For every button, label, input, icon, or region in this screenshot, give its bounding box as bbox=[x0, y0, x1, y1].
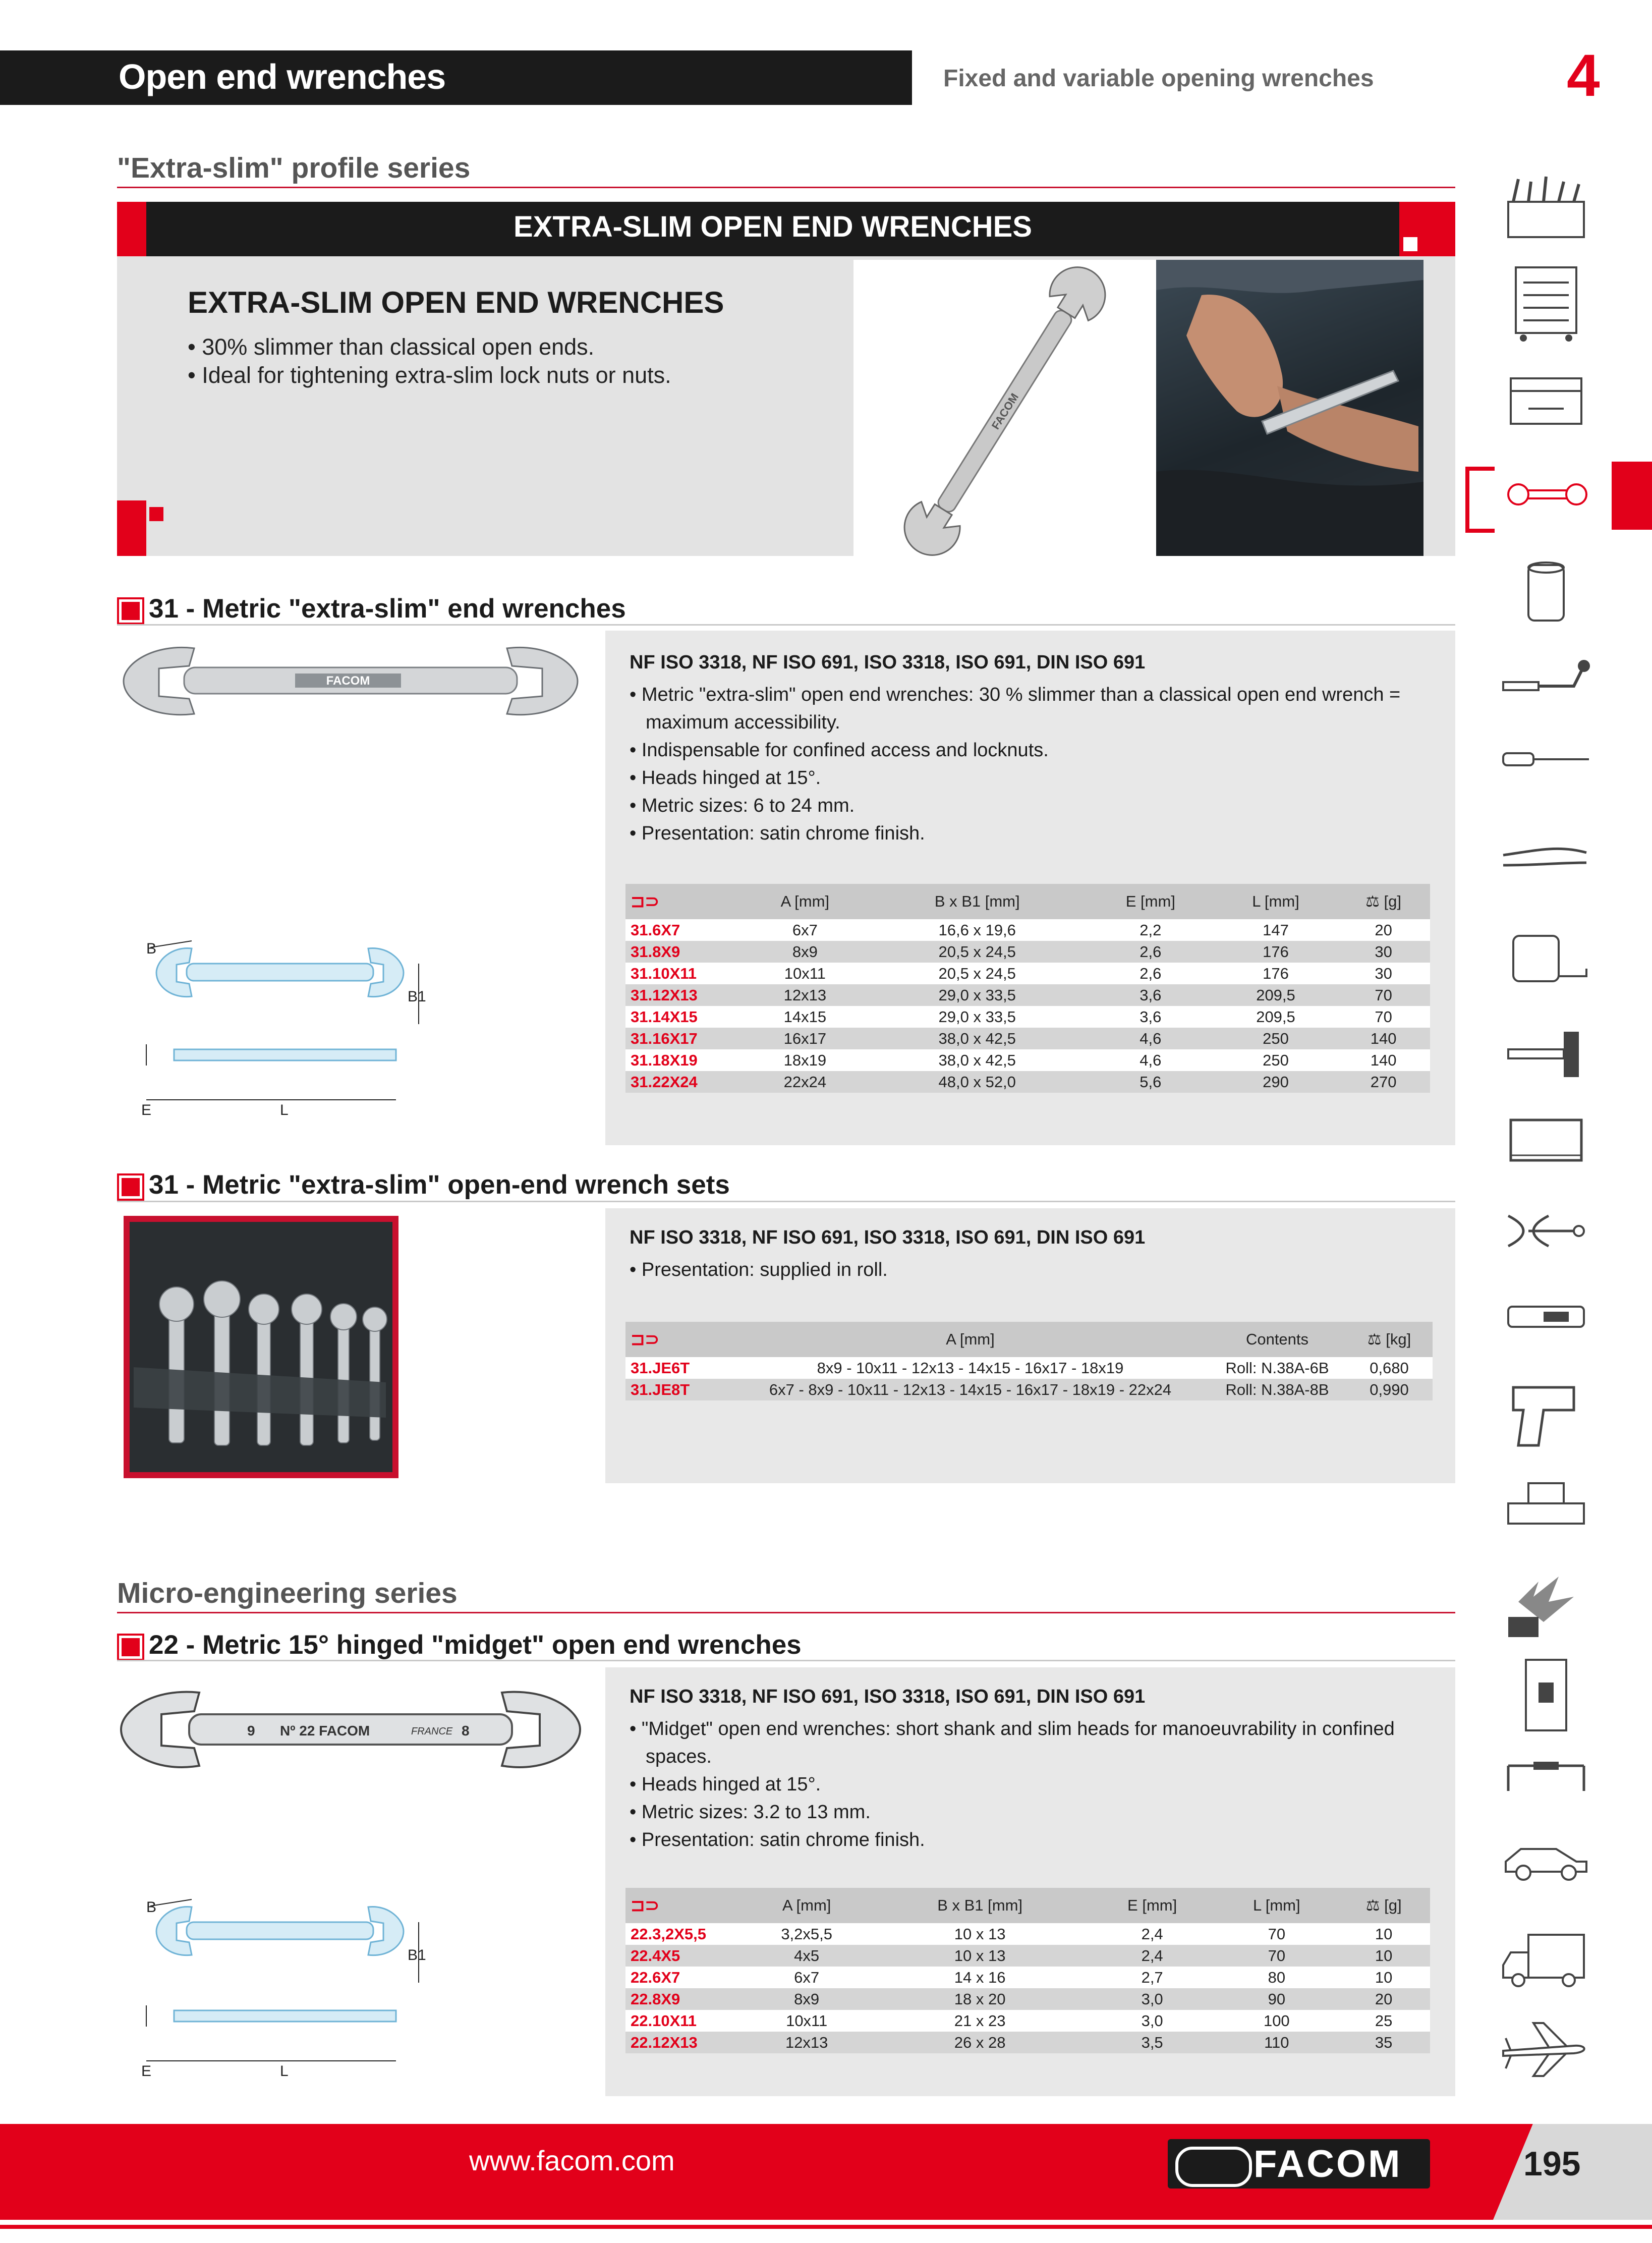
tester-icon[interactable] bbox=[1498, 1292, 1594, 1362]
section-rule bbox=[117, 1201, 1455, 1202]
table-cell: 3,0 bbox=[1089, 2010, 1216, 2032]
standards-text: NF ISO 3318, NF ISO 691, ISO 3318, ISO 691, DIN ISO 691 bbox=[630, 652, 1146, 673]
footer-bottom-line bbox=[0, 2225, 1652, 2229]
svg-text:9: 9 bbox=[247, 1723, 255, 1739]
col-a: A [mm] bbox=[742, 884, 868, 919]
col-a: A [mm] bbox=[732, 1322, 1209, 1357]
table-cell: 2,7 bbox=[1089, 1967, 1216, 1988]
product-reference: 31.12X13 bbox=[625, 984, 742, 1006]
impact-wrench-icon[interactable] bbox=[1498, 1377, 1594, 1448]
product-reference: 31.16X17 bbox=[625, 1028, 742, 1049]
hero-corner-bl bbox=[117, 500, 146, 556]
series-heading-micro: Micro-engineering series bbox=[117, 1577, 458, 1609]
table-cell: 20 bbox=[1337, 919, 1430, 941]
feature-bullet: • Presentation: supplied in roll. bbox=[630, 1259, 888, 1280]
table-cell: 270 bbox=[1337, 1071, 1430, 1093]
hero-square bbox=[149, 507, 163, 521]
table-cell: 16,6 x 19,6 bbox=[868, 919, 1087, 941]
table-cell: 14 x 16 bbox=[871, 1967, 1089, 1988]
table-cell: 70 bbox=[1216, 1945, 1337, 1967]
pliers-icon[interactable] bbox=[1498, 835, 1594, 906]
hero-wrench-image bbox=[853, 260, 1156, 556]
table-cell: 4,6 bbox=[1087, 1049, 1215, 1071]
dimension-drawing bbox=[126, 1887, 449, 2089]
standards-text: NF ISO 3318, NF ISO 691, ISO 3318, ISO 691, DIN ISO 691 bbox=[630, 1686, 1146, 1707]
table-cell: 20 bbox=[1337, 1988, 1430, 2010]
table-row bbox=[625, 919, 1430, 941]
page-title: Open end wrenches bbox=[119, 57, 446, 96]
svg-text:FACOM: FACOM bbox=[989, 390, 1021, 432]
toolbox-icon[interactable] bbox=[1498, 174, 1594, 245]
table-cell: 209,5 bbox=[1215, 984, 1337, 1006]
car-icon[interactable] bbox=[1498, 1836, 1594, 1907]
table-cell: 8x9 bbox=[742, 941, 868, 963]
feature-bullet: • Heads hinged at 15°. bbox=[630, 767, 821, 789]
section-title-31-sets: 31 - Metric "extra-slim" open-end wrench sets bbox=[149, 1170, 730, 1200]
col-e: E [mm] bbox=[1089, 1888, 1216, 1923]
hero-heading: EXTRA-SLIM OPEN END WRENCHES bbox=[188, 286, 724, 319]
col-weight: ⚖ [g] bbox=[1337, 884, 1430, 919]
screwdriver-icon[interactable] bbox=[1498, 739, 1594, 810]
section-marker-icon bbox=[119, 599, 142, 623]
series-heading-extra-slim: "Extra-slim" profile series bbox=[117, 152, 471, 184]
feature-bullet: • Metric sizes: 3.2 to 13 mm. bbox=[630, 1802, 871, 1823]
table-row bbox=[625, 1071, 1430, 1093]
spec-table-sets bbox=[625, 1322, 1433, 1400]
table-row bbox=[625, 1357, 1433, 1379]
ref-icon: ⊐⊃ bbox=[625, 1322, 732, 1357]
table-cell: 70 bbox=[1216, 1923, 1337, 1945]
table-cell: 10 bbox=[1337, 1945, 1430, 1967]
product-reference: 31.22X24 bbox=[625, 1071, 742, 1093]
table-cell: 5,6 bbox=[1087, 1071, 1215, 1093]
table-cell: 70 bbox=[1337, 984, 1430, 1006]
product-reference: 22.12X13 bbox=[625, 2032, 742, 2053]
table-cell: 12x13 bbox=[742, 984, 868, 1006]
table-cell: 14x15 bbox=[742, 1006, 868, 1028]
product-reference: 31.JE8T bbox=[625, 1379, 732, 1400]
spec-table-22 bbox=[625, 1888, 1430, 2053]
wrench-photo bbox=[113, 633, 588, 724]
hero-photo bbox=[1156, 260, 1423, 556]
table-cell: 3,6 bbox=[1087, 1006, 1215, 1028]
col-weight: ⚖ [g] bbox=[1337, 1888, 1430, 1923]
dimension-drawing bbox=[126, 933, 449, 1125]
table-cell: 10 bbox=[1337, 1967, 1430, 1988]
table-row bbox=[625, 984, 1430, 1006]
product-reference: 31.14X15 bbox=[625, 1006, 742, 1028]
product-reference: 31.6X7 bbox=[625, 919, 742, 941]
feature-bullet: • Metric sizes: 6 to 24 mm. bbox=[630, 795, 855, 816]
table-cell: 38,0 x 42,5 bbox=[868, 1049, 1087, 1071]
product-reference: 31.10X11 bbox=[625, 963, 742, 984]
table-cell: 8x9 bbox=[742, 1988, 871, 2010]
wrench-category-icon[interactable] bbox=[1498, 464, 1594, 535]
col-e: E [mm] bbox=[1087, 884, 1215, 919]
table-cell: 30 bbox=[1337, 941, 1430, 963]
truck-icon[interactable] bbox=[1498, 1927, 1594, 1998]
table-cell: 18 x 20 bbox=[871, 1988, 1089, 2010]
table-cell: 2,4 bbox=[1089, 1923, 1216, 1945]
table-cell: 29,0 x 33,5 bbox=[868, 984, 1087, 1006]
table-cell: 0,990 bbox=[1346, 1379, 1433, 1400]
airplane-icon[interactable] bbox=[1498, 2015, 1594, 2086]
table-row bbox=[625, 1923, 1430, 1945]
table-cell: 80 bbox=[1216, 1967, 1337, 1988]
puller-icon[interactable] bbox=[1498, 1201, 1594, 1271]
table-cell: 29,0 x 33,5 bbox=[868, 1006, 1087, 1028]
vice-icon[interactable] bbox=[1498, 1473, 1594, 1544]
table-cell: 176 bbox=[1215, 941, 1337, 963]
svg-text:FRANCE: FRANCE bbox=[411, 1726, 453, 1737]
table-cell: 3,5 bbox=[1089, 2032, 1216, 2053]
feature-bullet: • "Midget" open end wrenches: short shank and slim heads for manoeuvrability in confined bbox=[630, 1718, 1395, 1740]
col-l: L [mm] bbox=[1216, 1888, 1337, 1923]
product-reference: 31.8X9 bbox=[625, 941, 742, 963]
series-rule bbox=[117, 187, 1455, 188]
svg-text:8: 8 bbox=[462, 1723, 470, 1739]
series-rule bbox=[117, 1612, 1455, 1613]
table-cell: 140 bbox=[1337, 1028, 1430, 1049]
col-b: B x B1 [mm] bbox=[868, 884, 1087, 919]
ref-icon: ⊐⊃ bbox=[625, 884, 742, 919]
table-cell: 3,2x5,5 bbox=[742, 1923, 871, 1945]
sidebar-active-tab[interactable] bbox=[1612, 462, 1652, 530]
ref-icon: ⊐⊃ bbox=[625, 1888, 742, 1923]
table-cell: 2,4 bbox=[1089, 1945, 1216, 1967]
hero-bar-title: EXTRA-SLIM OPEN END WRENCHES bbox=[514, 210, 1032, 243]
footer-brand: FACOM bbox=[1254, 2143, 1402, 2185]
wrench-roll-photo bbox=[124, 1216, 398, 1478]
midget-wrench-photo bbox=[113, 1675, 588, 1781]
svg-text:Nº 22 FACOM: Nº 22 FACOM bbox=[280, 1723, 370, 1739]
page-subtitle: Fixed and variable opening wrenches bbox=[943, 65, 1374, 92]
tape-measure-icon[interactable] bbox=[1498, 928, 1594, 999]
svg-text:E: E bbox=[141, 1102, 152, 1118]
circuit-breaker-icon[interactable] bbox=[1498, 1655, 1594, 1725]
svg-text:B1: B1 bbox=[408, 1947, 426, 1964]
col-l: L [mm] bbox=[1215, 884, 1337, 919]
hero-bullet: • 30% slimmer than classical open ends. bbox=[188, 334, 595, 360]
product-reference: 22.3,2X5,5 bbox=[625, 1923, 742, 1945]
product-reference: 22.4X5 bbox=[625, 1945, 742, 1967]
table-cell: 21 x 23 bbox=[871, 2010, 1089, 2032]
table-cell: 10 bbox=[1337, 1923, 1430, 1945]
table-cell: 100 bbox=[1216, 2010, 1337, 2032]
table-cell: 8x9 - 10x11 - 12x13 - 14x15 - 16x17 - 18x19 bbox=[732, 1357, 1209, 1379]
facom-logo-mark-icon bbox=[1175, 2147, 1252, 2187]
table-cell: 70 bbox=[1337, 1006, 1430, 1028]
table-cell: 20,5 x 24,5 bbox=[868, 941, 1087, 963]
table-cell: 3,0 bbox=[1089, 1988, 1216, 2010]
section-rule bbox=[117, 624, 1455, 626]
table-cell: 12x13 bbox=[742, 2032, 871, 2053]
table-row bbox=[625, 1379, 1433, 1400]
feature-bullet: maximum accessibility. bbox=[646, 712, 840, 733]
safety-spark-icon[interactable] bbox=[1498, 1561, 1594, 1632]
ratchet-icon[interactable] bbox=[1498, 651, 1594, 721]
product-reference: 22.8X9 bbox=[625, 1988, 742, 2010]
table-cell: 209,5 bbox=[1215, 1006, 1337, 1028]
table-row bbox=[625, 963, 1430, 984]
section-marker-icon bbox=[119, 1636, 142, 1659]
table-cell: 6x7 bbox=[742, 1967, 871, 1988]
insulated-handle-icon[interactable] bbox=[1498, 1751, 1594, 1821]
table-cell: 4,6 bbox=[1087, 1028, 1215, 1049]
feature-bullet: • Presentation: satin chrome finish. bbox=[630, 1829, 925, 1851]
chapter-number: 4 bbox=[1567, 42, 1600, 109]
table-row bbox=[625, 1967, 1430, 1988]
table-cell: 0,680 bbox=[1346, 1357, 1433, 1379]
svg-text:B1: B1 bbox=[408, 988, 426, 1005]
table-cell: 22x24 bbox=[742, 1071, 868, 1093]
standards-text: NF ISO 3318, NF ISO 691, ISO 3318, ISO 691, DIN ISO 691 bbox=[630, 1227, 1146, 1248]
table-row bbox=[625, 2032, 1430, 2053]
table-row bbox=[625, 941, 1430, 963]
table-cell: 10x11 bbox=[742, 963, 868, 984]
table-row bbox=[625, 1945, 1430, 1967]
product-reference: 22.10X11 bbox=[625, 2010, 742, 2032]
table-cell: 250 bbox=[1215, 1049, 1337, 1071]
product-reference: 22.6X7 bbox=[625, 1967, 742, 1988]
table-cell: 2,6 bbox=[1087, 941, 1215, 963]
col-a: A [mm] bbox=[742, 1888, 871, 1923]
section-marker-icon bbox=[119, 1175, 142, 1199]
section-title-22-midget: 22 - Metric 15° hinged "midget" open end wrenches bbox=[149, 1630, 802, 1660]
weight-icon: ⚖ bbox=[1365, 1896, 1385, 1914]
table-cell: 6x7 bbox=[742, 919, 868, 941]
page-number: 195 bbox=[1523, 2145, 1581, 2183]
table-cell: 6x7 - 8x9 - 10x11 - 12x13 - 14x15 - 16x17 - 18x19 - 22x24 bbox=[732, 1379, 1209, 1400]
section-rule bbox=[117, 1660, 1455, 1661]
table-cell: Roll: N.38A-8B bbox=[1209, 1379, 1346, 1400]
col-contents: Contents bbox=[1209, 1322, 1346, 1357]
section-title-31-wrenches: 31 - Metric "extra-slim" end wrenches bbox=[149, 594, 626, 624]
feature-bullet: • Presentation: satin chrome finish. bbox=[630, 823, 925, 844]
feature-bullet: • Indispensable for confined access and locknuts. bbox=[630, 740, 1049, 761]
svg-text:E: E bbox=[141, 2063, 152, 2080]
socket-icon[interactable] bbox=[1498, 557, 1594, 628]
sidebar-active-bracket bbox=[1465, 467, 1495, 533]
table-cell: 176 bbox=[1215, 963, 1337, 984]
table-cell: 38,0 x 42,5 bbox=[868, 1028, 1087, 1049]
feature-bullet: spaces. bbox=[646, 1746, 712, 1767]
table-row bbox=[625, 1049, 1430, 1071]
table-row bbox=[625, 1006, 1430, 1028]
table-row bbox=[625, 1028, 1430, 1049]
table-cell: 4x5 bbox=[742, 1945, 871, 1967]
table-cell: 147 bbox=[1215, 919, 1337, 941]
table-cell: 90 bbox=[1216, 1988, 1337, 2010]
table-cell: 250 bbox=[1215, 1028, 1337, 1049]
table-cell: 48,0 x 52,0 bbox=[868, 1071, 1087, 1093]
spec-table-31 bbox=[625, 884, 1430, 1093]
table-cell: 26 x 28 bbox=[871, 2032, 1089, 2053]
table-cell: 30 bbox=[1337, 963, 1430, 984]
wrench-brand-label: FACOM bbox=[326, 674, 370, 688]
table-cell: 16x17 bbox=[742, 1028, 868, 1049]
table-cell: 3,6 bbox=[1087, 984, 1215, 1006]
weight-icon: ⚖ bbox=[1367, 1330, 1386, 1348]
hammer-icon[interactable] bbox=[1498, 1022, 1594, 1092]
weight-icon: ⚖ bbox=[1365, 892, 1384, 910]
feature-bullet: • Heads hinged at 15°. bbox=[630, 1774, 821, 1795]
table-cell: 110 bbox=[1216, 2032, 1337, 2053]
table-cell: 18x19 bbox=[742, 1049, 868, 1071]
hacksaw-icon[interactable] bbox=[1498, 1110, 1594, 1181]
feature-bullet: • Metric "extra-slim" open end wrenches: 30 % slimmer than a classical open end wrench = bbox=[630, 684, 1401, 705]
col-b: B x B1 [mm] bbox=[871, 1888, 1089, 1923]
table-cell: 10 x 13 bbox=[871, 1923, 1089, 1945]
table-cell: 20,5 x 24,5 bbox=[868, 963, 1087, 984]
table-cell: 290 bbox=[1215, 1071, 1337, 1093]
table-cell: 140 bbox=[1337, 1049, 1430, 1071]
svg-text:L: L bbox=[280, 2063, 289, 2080]
tool-chest-icon[interactable] bbox=[1498, 368, 1594, 439]
table-cell: 2,6 bbox=[1087, 963, 1215, 984]
hero-bullet: • Ideal for tightening extra-slim lock nuts or nuts. bbox=[188, 362, 671, 388]
table-cell: 10 x 13 bbox=[871, 1945, 1089, 1967]
product-reference: 31.JE6T bbox=[625, 1357, 732, 1379]
col-weight: ⚖ [kg] bbox=[1346, 1322, 1433, 1357]
product-reference: 31.18X19 bbox=[625, 1049, 742, 1071]
footer-url[interactable]: www.facom.com bbox=[469, 2145, 675, 2176]
table-cell: Roll: N.38A-6B bbox=[1209, 1357, 1346, 1379]
hero-corner-tl bbox=[117, 202, 146, 256]
table-row bbox=[625, 1988, 1430, 2010]
table-cell: 35 bbox=[1337, 2032, 1430, 2053]
svg-text:L: L bbox=[280, 1102, 289, 1118]
svg-text:B: B bbox=[146, 1899, 157, 1916]
table-row bbox=[625, 2010, 1430, 2032]
svg-text:B: B bbox=[146, 940, 157, 957]
table-cell: 25 bbox=[1337, 2010, 1430, 2032]
tool-cabinet-icon[interactable] bbox=[1498, 262, 1594, 333]
table-cell: 2,2 bbox=[1087, 919, 1215, 941]
table-cell: 10x11 bbox=[742, 2010, 871, 2032]
hero-square bbox=[1403, 237, 1417, 251]
